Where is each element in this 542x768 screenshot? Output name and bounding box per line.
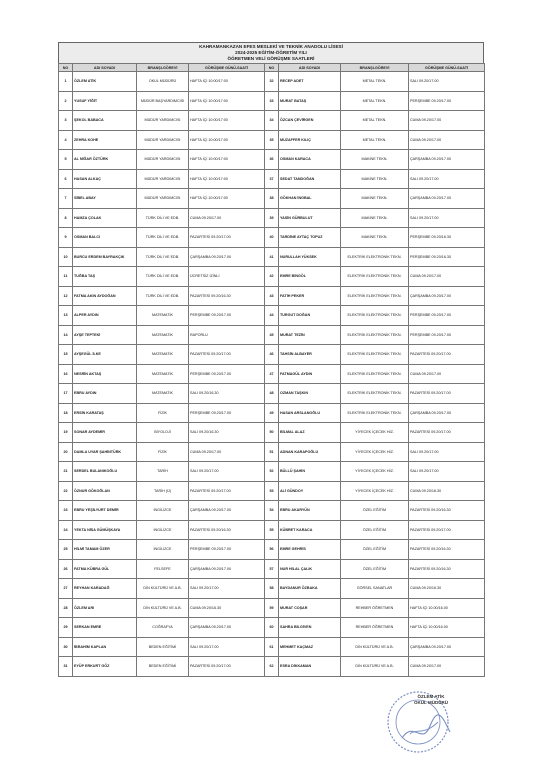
teacher-name: BAYDANUR ÖZBAKA [279,579,341,599]
row-number: 41 [265,247,279,267]
signature-block [386,694,476,706]
meeting-time: PAZARTESİ 09.20/17.00 [189,345,265,365]
teacher-branch: TARİH (Ü) [137,481,189,501]
row-number: 25 [59,540,73,560]
meeting-hours-table [58,63,485,677]
meeting-time: HAFTA İÇİ 10:00/17:00 [189,130,265,150]
teacher-name: DAMLA UYAR ŞAHİNTÜRK [73,442,137,462]
row-number: 22 [59,481,73,501]
meeting-time: CUMA 09.20/17.00 [189,442,265,462]
teacher-branch: YİYECEK İÇECEK HİZ. [341,423,409,443]
meeting-time: HAFTA İÇİ 10.00/16.00 [409,618,485,638]
meeting-time: ÇARŞAMBA 09.20/17.00 [189,559,265,579]
teacher-branch: TÜRK DİLİ VE EDB. [137,208,189,228]
teacher-name: FATMAGÜL AYDIN [279,364,341,384]
meeting-time: ÇARŞAMBA 09.20/17.00 [409,150,485,170]
row-number: 32 [265,72,279,92]
table-row [59,364,485,384]
teacher-branch: GÖRSEL SANATLAR [341,579,409,599]
row-number: 50 [265,423,279,443]
meeting-time: HAFTA İÇİ 10:00/17:00 [189,169,265,189]
meeting-time: SALI 09.20/17.00 [409,169,485,189]
teacher-name: AYŞEGÜL İLKE [73,345,137,365]
table-row [59,91,485,111]
meeting-time: HAFTA İÇİ 10:00/17:00 [189,189,265,209]
school-name: KAHRAMANKAZAN EFES MESLEKİ VE TEKNİK ANADOLU LİSESİ [199,44,343,49]
row-number: 29 [59,618,73,638]
table-row [59,618,485,638]
teacher-branch: OKUL MÜDÜRÜ [137,72,189,92]
meeting-time: PERŞEMBE 09.20/17.00 [409,325,485,345]
teacher-branch: TÜRK DİLİ VE EDB. [137,247,189,267]
row-number: 13 [59,306,73,326]
row-number: 23 [59,501,73,521]
teacher-name: ŞEKOL BABACA [73,111,137,131]
meeting-time: PERŞEMBE 09.20/16.30 [409,228,485,248]
teacher-name: EMRE BİNGÖL [279,267,341,287]
teacher-name: ÖZCAN ÇEVİRGEN [279,111,341,131]
meeting-time: PERŞEMBE 09.20/17.00 [189,306,265,326]
teacher-branch: ELEKTRİK ELEKTRONİK TEKN. [341,306,409,326]
teacher-branch: BEDEN EĞİTİMİ [137,637,189,657]
teacher-branch: ELEKTRİK ELEKTRONİK TEKN. [341,364,409,384]
row-number: 38 [265,189,279,209]
meeting-time: SALI 09.20/17.00 [409,462,485,482]
teacher-name: ÖZLEM ATİK [73,72,137,92]
row-number: 24 [59,520,73,540]
row-number: 39 [265,208,279,228]
row-number: 59 [265,598,279,618]
table-row [59,189,485,209]
row-number: 36 [265,150,279,170]
meeting-time: CUMA 09.20/16.30 [409,579,485,599]
meeting-time: ÇARŞAMBA 09.20/17.00 [409,189,485,209]
row-number: 26 [59,559,73,579]
table-row [59,169,485,189]
row-number: 20 [59,442,73,462]
teacher-branch: İNGİLİZCE [137,540,189,560]
teacher-name: GÖKHAN İNGBAL [279,189,341,209]
teacher-branch: MÜDÜR YARDIMCISI [137,130,189,150]
teacher-name: HAMZA ÇOLAK [73,208,137,228]
teacher-branch: REHBER ÖĞRETMEN [341,598,409,618]
row-number: 10 [59,247,73,267]
row-number: 51 [265,442,279,462]
teacher-branch: MÜDÜR YARDIMCISI [137,150,189,170]
teacher-branch: YİYECEK İÇECEK HİZ. [341,481,409,501]
teacher-branch: ÖZEL EĞİTİM [341,501,409,521]
signature-name: ÖZLEM ATİK [417,694,445,699]
teacher-branch: FELSEFE [137,559,189,579]
row-number: 52 [265,462,279,482]
table-row [59,481,485,501]
teacher-branch: DİN KÜLTÜRÜ VE A.B. [341,637,409,657]
document-title: ÖĞRETMEN VELİ GÖRÜŞME SAATLERİ [227,56,315,61]
column-header-no: NO [59,64,73,72]
teacher-name: ÖZNUR GÖKOĞLAN [73,481,137,501]
teacher-name: OSMAN BALCI [73,228,137,248]
row-number: 15 [59,345,73,365]
table-row [59,423,485,443]
schedule-sheet [58,42,484,677]
table-row [59,657,485,677]
meeting-time: PERŞEMBE 09.20/17.00 [189,403,265,423]
teacher-branch: MÜDÜR BAŞYARDIMCISI [137,91,189,111]
column-header-no: NO [265,64,279,72]
teacher-branch: MÜDÜR YARDIMCISI [137,189,189,209]
row-number: 17 [59,384,73,404]
teacher-name: MURAT BATAŞ [279,91,341,111]
table-row [59,150,485,170]
row-number: 19 [59,423,73,443]
table-row [59,540,485,560]
row-number: 48 [265,384,279,404]
meeting-time: PAZARTESİ 09.20/16.30 [189,286,265,306]
row-number: 12 [59,286,73,306]
meeting-time: PAZARTESİ 09.20/16.30 [409,559,485,579]
row-number: 33 [265,91,279,111]
teacher-name: EBRU YEŞİLYURT DEMİR [73,501,137,521]
meeting-time: PAZARTESİ 09.20/17.00 [409,520,485,540]
teacher-branch: DİN KÜLTÜRÜ VE A.B. [137,598,189,618]
teacher-name: FATMA KÜBRA GÜL [73,559,137,579]
teacher-name: HASAN ALKAÇ [73,169,137,189]
teacher-name: SERDEL BULANIKOĞLU [73,462,137,482]
meeting-time: RAPORLU [189,325,265,345]
academic-year: 2024-2025 EĞİTİM-ÖĞRETİM YILI [235,50,307,55]
teacher-branch: MÜDÜR YARDIMCISI [137,111,189,131]
teacher-name: ESRA DİKKAMAN [279,657,341,677]
teacher-name: SİBEL ABAY [73,189,137,209]
teacher-branch: TÜRK DİLİ VE EDB. [137,267,189,287]
teacher-branch: METAL TEKN. [341,111,409,131]
meeting-time: CUMA 09.20/17.00 [409,657,485,677]
teacher-branch: DİN KÜLTÜRÜ VE A.B. [137,579,189,599]
teacher-name: YEKTA NİSA GÜMÜŞKAYA [73,520,137,540]
meeting-time: PERŞEMBE 09.20/16.30 [409,247,485,267]
teacher-branch: BİYOLOJİ [137,423,189,443]
meeting-time: PERŞEMBE 09.20/17.00 [409,91,485,111]
teacher-branch: YİYECEK İÇECEK HİZ. [341,462,409,482]
teacher-name: BÜLLÜ ŞAHİN [279,462,341,482]
teacher-branch: FİZİK [137,403,189,423]
table-row [59,520,485,540]
meeting-time: ÇARŞAMBA 09.20/17.00 [189,501,265,521]
meeting-time: ÜCRETSİZ İZİNLİ [189,267,265,287]
teacher-branch: YİYECEK İÇECEK HİZ. [341,442,409,462]
row-number: 54 [265,501,279,521]
row-number: 46 [265,345,279,365]
meeting-time: ÇARŞAMBA 09.20/17.00 [189,618,265,638]
row-number: 21 [59,462,73,482]
row-number: 45 [265,325,279,345]
meeting-time: PAZARTESİ 09.20/17.00 [189,657,265,677]
row-number: 49 [265,403,279,423]
teacher-branch: TARİH [137,462,189,482]
table-row [59,228,485,248]
teacher-branch: MAKİNE TEKN. [341,189,409,209]
row-number: 28 [59,598,73,618]
row-number: 14 [59,325,73,345]
column-header-branch: BRANŞI-GÖREVİ [341,64,409,72]
meeting-time: HAFTA İÇİ 10:00/17:00 [189,72,265,92]
teacher-name: HİLMİ TAMAM ÖZER [73,540,137,560]
row-number: 56 [265,540,279,560]
teacher-name: TUĞBA TAŞ [73,267,137,287]
row-number: 30 [59,637,73,657]
teacher-branch: İNGİLİZCE [137,501,189,521]
row-number: 18 [59,403,73,423]
table-row [59,403,485,423]
row-number: 2 [59,91,73,111]
teacher-branch: TÜRK DİLİ VE EDB. [137,286,189,306]
meeting-time: CUMA 09.20/17.00 [189,208,265,228]
teacher-name: FATİH PEKER [279,286,341,306]
teacher-name: EMRE GEHRİS [279,540,341,560]
meeting-time: ÇARŞAMBA 09.20/17.00 [409,403,485,423]
meeting-time: ÇARŞAMBA 09.20/17.00 [409,637,485,657]
teacher-branch: MAKİNE TEKN. [341,150,409,170]
teacher-branch: REHBER ÖĞRETMEN [341,618,409,638]
teacher-branch: BEDEN EĞİTİMİ [137,657,189,677]
teacher-branch: MATEMATİK [137,306,189,326]
teacher-name: MURAT COŞAR [279,598,341,618]
teacher-branch: MÜDÜR YARDIMCISI [137,169,189,189]
meeting-time: SALI 09.20/17.00 [409,72,485,92]
teacher-name: BİLMAL ALAZ [279,423,341,443]
teacher-name: YUSUF YİĞİT [73,91,137,111]
teacher-branch: METAL TEKN. [341,72,409,92]
teacher-name: MUZAFFER KILIÇ [279,130,341,150]
row-number: 11 [59,267,73,287]
teacher-name: AYŞE TEPTEKİ [73,325,137,345]
meeting-time: SALI 09.20/17.00 [189,579,265,599]
meeting-time: ÇARŞAMBA 09.20/17.00 [189,247,265,267]
teacher-name: SERKAN EMRE [73,618,137,638]
row-number: 62 [265,657,279,677]
teacher-branch: MAKİNE TEKN. [341,169,409,189]
teacher-name: KÜBRET KARACA [279,520,341,540]
meeting-time: PAZARTESİ 09.20/17.00 [189,228,265,248]
teacher-name: EYÜP ERKURT GÖZ [73,657,137,677]
teacher-branch: ELEKTRİK ELEKTRONİK TEKN. [341,325,409,345]
teacher-name: NURULLAH YÜKSEK [279,247,341,267]
column-header-name: ADI SOYADI [73,64,137,72]
teacher-branch: MATEMATİK [137,325,189,345]
teacher-name: TAHSİN ALBAYER [279,345,341,365]
table-row [59,208,485,228]
table-row [59,345,485,365]
teacher-name: EBRU AKARYÜN [279,501,341,521]
table-row [59,637,485,657]
meeting-time: CUMA 09.20/16.30 [189,598,265,618]
teacher-name: ADNAN KARAPOĞLU [279,442,341,462]
row-number: 47 [265,364,279,384]
teacher-branch: İNGİLİZCE [137,520,189,540]
teacher-branch: DİN KÜLTÜRÜ VE A.B. [341,657,409,677]
document-header [58,42,484,63]
teacher-name: ÖZLEM ARI [73,598,137,618]
teacher-branch: ELEKTRİK ELEKTRONİK TEKN. [341,403,409,423]
table-row [59,306,485,326]
meeting-time: HAFTA İÇİ 10:00/17:00 [189,111,265,131]
teacher-branch: TÜRK DİLİ VE EDB. [137,228,189,248]
teacher-branch: ÖZEL EĞİTİM [341,559,409,579]
teacher-name: SONAR AYDEMİR [73,423,137,443]
row-number: 43 [265,286,279,306]
teacher-branch: MATEMATİK [137,384,189,404]
table-row [59,130,485,150]
table-row [59,111,485,131]
meeting-time: SALI 09.20/17.00 [409,442,485,462]
meeting-time: HAFTA İÇİ 10.00/16.00 [409,598,485,618]
teacher-name: MEHMET KAÇMAZ [279,637,341,657]
teacher-name: ERSİN KARATAŞ [73,403,137,423]
column-header-time: GÖRÜŞME GÜNÜ-SAATİ [409,64,485,72]
column-header-name: ADI SOYADI [279,64,341,72]
row-number: 58 [265,579,279,599]
table-header-row [59,64,485,72]
meeting-time: PERŞEMBE 09.20/17.00 [189,364,265,384]
meeting-time: PAZARTESİ 09.20/17.00 [409,423,485,443]
meeting-time: PAZARTESİ 09.20/17.00 [409,345,485,365]
column-header-time: GÖRÜŞME GÜNÜ-SAATİ [189,64,265,72]
teacher-branch: METAL TEKN. [341,91,409,111]
teacher-branch: METAL TEKN. [341,130,409,150]
row-number: 6 [59,169,73,189]
row-number: 61 [265,637,279,657]
teacher-branch: ELEKTRİK ELEKTRONİK TEKN. [341,345,409,365]
teacher-branch: FİZİK [137,442,189,462]
table-row [59,72,485,92]
teacher-branch: ELEKTRİK ELEKTRONİK TEKN. [341,286,409,306]
row-number: 7 [59,189,73,209]
meeting-time: PAZARTESİ 09.20/17.00 [409,384,485,404]
table-row [59,501,485,521]
row-number: 9 [59,228,73,248]
table-row [59,247,485,267]
teacher-branch: ELEKTRİK ELEKTRONİK TEKN. [341,384,409,404]
row-number: 1 [59,72,73,92]
row-number: 40 [265,228,279,248]
teacher-name: REYHAN KARADAĞ [73,579,137,599]
row-number: 35 [265,130,279,150]
row-number: 5 [59,150,73,170]
teacher-name: OSMAN KARACA [279,150,341,170]
row-number: 16 [59,364,73,384]
meeting-time: SALI 09.20/17.00 [189,462,265,482]
meeting-time: SALI 09.20/16.30 [189,384,265,404]
table-row [59,267,485,287]
table-row [59,286,485,306]
meeting-time: PAZARTESİ 09.20/16.30 [409,501,485,521]
row-number: 3 [59,111,73,131]
table-row [59,442,485,462]
row-number: 60 [265,618,279,638]
teacher-name: AL NİĞAR ÖZTÜRK [73,150,137,170]
table-row [59,384,485,404]
table-row [59,579,485,599]
meeting-time: CUMA 09.20/17.00 [409,267,485,287]
teacher-name: YASİN GÜRBULUT [279,208,341,228]
meeting-time: CUMA 09.20/17.00 [409,364,485,384]
meeting-time: HAFTA İÇİ 10:00/17:00 [189,91,265,111]
row-number: 8 [59,208,73,228]
teacher-name: ALPER AYDIN [73,306,137,326]
teacher-name: ALİ GÜNDOY [279,481,341,501]
row-number: 44 [265,306,279,326]
row-number: 4 [59,130,73,150]
teacher-name: SEDAT TANDOĞAN [279,169,341,189]
row-number: 42 [265,267,279,287]
meeting-time: SALI 09.20/17.00 [189,637,265,657]
teacher-name: ZEHRA KOHE [73,130,137,150]
teacher-name: HASAN ARSLANOĞLU [279,403,341,423]
meeting-time: CUMA 09.20/17.00 [409,111,485,131]
table-row [59,462,485,482]
teacher-name: FATMA AKIN AYDOĞAN [73,286,137,306]
row-number: 53 [265,481,279,501]
teacher-name: MURAT TEZİN [279,325,341,345]
teacher-branch: MATEMATİK [137,364,189,384]
teacher-name: İBRAHİM KAPLAN [73,637,137,657]
teacher-name: OZMAN TAŞKIN [279,384,341,404]
row-number: 57 [265,559,279,579]
teacher-name: NUR HİLAL ÇALIK [279,559,341,579]
teacher-name: BURCU ERDEM BAYRAKÇIK [73,247,137,267]
teacher-name: RECEP ADET [279,72,341,92]
teacher-branch: ELEKTRİK ELEKTRONİK TEKN. [341,267,409,287]
meeting-time: ÇARŞAMBA 09.20/17.00 [409,286,485,306]
teacher-branch: MATEMATİK [137,345,189,365]
row-number: 55 [265,520,279,540]
teacher-branch: MAKİNE TEKN. [341,208,409,228]
teacher-branch: ELEKTRİK ELEKTRONİK TEKN. [341,247,409,267]
row-number: 37 [265,169,279,189]
meeting-time: SALI 09.20/17.00 [409,208,485,228]
teacher-branch: MAKİNE TEKN. [341,228,409,248]
meeting-time: PAZARTESİ 09.20/16.30 [409,540,485,560]
meeting-time: PAZARTESİ 09.20/17.00 [189,481,265,501]
meeting-time: CUMA 09.20/17.00 [409,130,485,150]
table-row [59,325,485,345]
row-number: 31 [59,657,73,677]
row-number: 27 [59,579,73,599]
column-header-branch: BRANŞI-GÖREVİ [137,64,189,72]
meeting-time: HAFTA İÇİ 10:00/17:00 [189,150,265,170]
teacher-name: SAHRA BİLGİVEN [279,618,341,638]
teacher-branch: COĞRAFYA [137,618,189,638]
teacher-branch: ÖZEL EĞİTİM [341,520,409,540]
teacher-name: EBRU AYDIN [73,384,137,404]
meeting-time: PAZARTESİ 09.20/16.30 [189,520,265,540]
table-row [59,598,485,618]
teacher-branch: ÖZEL EĞİTİM [341,540,409,560]
meeting-time: SALI 09.20/16.30 [189,423,265,443]
meeting-time: CUMA 09.20/16.30 [409,481,485,501]
meeting-time: PERŞEMBE 09.20/17.00 [409,306,485,326]
row-number: 34 [265,111,279,131]
teacher-name: TURGUT DOĞAN [279,306,341,326]
teacher-name: NESRİN AKTAŞ [73,364,137,384]
teacher-name: TARDİNE AYTAÇ TOPUZ [279,228,341,248]
table-row [59,559,485,579]
meeting-time: PERŞEMBE 09.20/17.00 [189,540,265,560]
signature-title: OKUL MÜDÜRÜ [414,700,448,705]
